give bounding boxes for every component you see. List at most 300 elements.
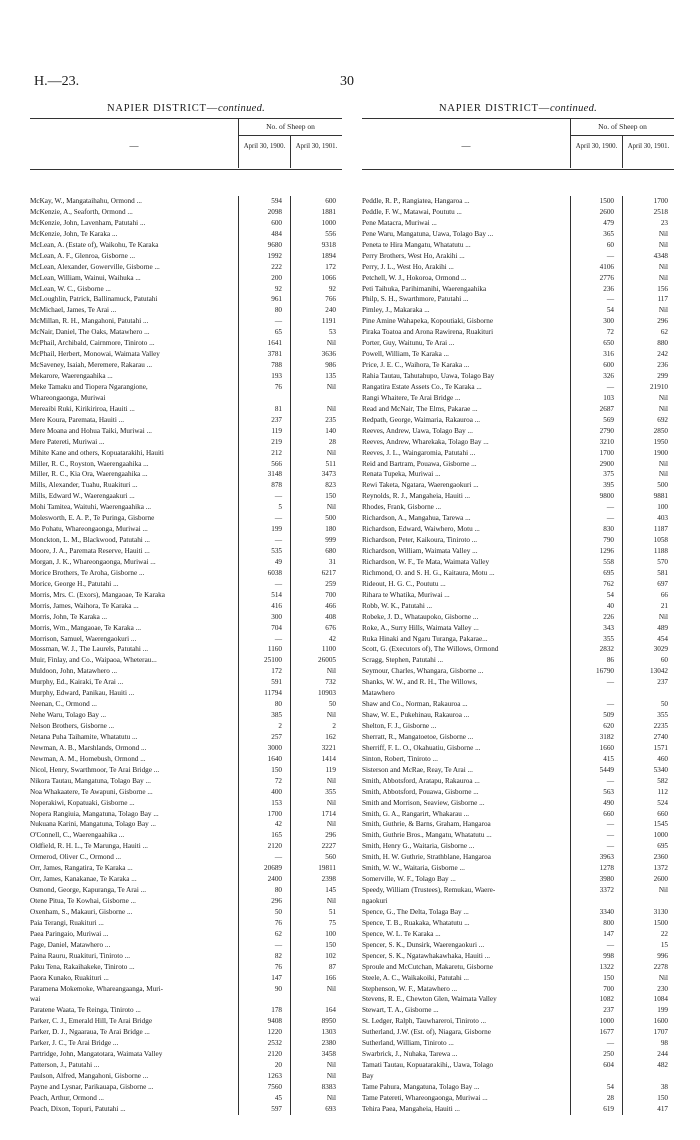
table-row bbox=[362, 1016, 674, 1027]
sheep-1900: — bbox=[274, 317, 282, 326]
table-row bbox=[30, 491, 342, 502]
table-row bbox=[362, 1049, 674, 1060]
sheep-1900: 620 bbox=[603, 722, 614, 730]
sheep-1901: Nil bbox=[658, 262, 668, 271]
owner-name: Smith, H. W. Guthrie, Strathblane, Hangaroa bbox=[362, 853, 491, 862]
district-suffix: continued. bbox=[550, 103, 598, 114]
sheep-1901: 1066 bbox=[321, 273, 336, 282]
table-row bbox=[30, 1049, 342, 1060]
sheep-1900: — bbox=[606, 1039, 614, 1048]
column-header-1900: April 30, 1900. bbox=[570, 136, 622, 168]
sheep-1900: 2 bbox=[278, 722, 282, 730]
owner-name: Nopera Rangiuia, Mangatuna, Tolago Bay ... bbox=[30, 809, 159, 818]
owner-name: Seymour, Charles, Whangara, Gisborne ... bbox=[362, 667, 484, 676]
owner-name: Redpath, George, Waimaria, Rakauroa ... bbox=[362, 415, 481, 424]
sheep-1900: 212 bbox=[271, 448, 282, 457]
sheep-1901: 3221 bbox=[321, 743, 336, 752]
table-row bbox=[362, 371, 674, 382]
owner-name: Mossman, W. J., The Laurels, Patutahi ... bbox=[30, 645, 149, 654]
sheep-1901: 2 bbox=[332, 722, 336, 730]
sheep-1901: 1000 bbox=[321, 218, 336, 227]
sheep-1900: — bbox=[274, 514, 282, 523]
table-row bbox=[30, 688, 342, 699]
table-row bbox=[362, 962, 674, 973]
district-heading bbox=[362, 100, 674, 118]
sheep-1900: 650 bbox=[603, 339, 614, 348]
sheep-1901: 500 bbox=[325, 514, 336, 523]
sheep-1901: 19811 bbox=[318, 864, 336, 873]
table-row bbox=[30, 579, 342, 590]
sheep-1900: 2776 bbox=[599, 273, 614, 282]
table-row bbox=[362, 841, 674, 852]
owner-name: McKenzie, John, Te Karaka ... bbox=[30, 229, 118, 238]
table-row bbox=[30, 480, 342, 491]
sheep-1900: 50 bbox=[274, 907, 282, 916]
sheep-1901: 581 bbox=[657, 568, 668, 577]
sheep-1901: 1545 bbox=[653, 820, 668, 829]
table-row bbox=[30, 994, 342, 1005]
table-row bbox=[30, 437, 342, 448]
sheep-1900: 1992 bbox=[267, 251, 282, 260]
sheep-1901: 680 bbox=[325, 547, 336, 555]
table-row bbox=[30, 404, 342, 415]
sheep-1901: Nil bbox=[658, 404, 668, 413]
sheep-1901: 560 bbox=[325, 853, 336, 862]
owner-name: Tamati Tautau, Kopuatarakihi,, Uawa, Tolago bbox=[362, 1061, 494, 1070]
table-row bbox=[362, 874, 674, 885]
sheep-1900: 700 bbox=[603, 984, 614, 993]
sheep-1901: 150 bbox=[325, 492, 336, 501]
sheep-1901: 693 bbox=[325, 1104, 336, 1113]
table-header bbox=[30, 118, 342, 170]
sheep-1901: 237 bbox=[657, 678, 668, 687]
table-row bbox=[362, 787, 674, 798]
sheep-1901: 162 bbox=[325, 732, 336, 741]
sheep-1900: 193 bbox=[271, 372, 282, 380]
table-row bbox=[30, 273, 342, 284]
sheep-1900: 237 bbox=[603, 1006, 614, 1015]
sheep-1901: Nil bbox=[658, 273, 668, 282]
sheep-1901: 600 bbox=[325, 197, 336, 205]
sheep-1901: 172 bbox=[325, 262, 336, 271]
table-row bbox=[362, 1005, 674, 1016]
owner-name: Morrison, Samuel, Waerengaokuri ... bbox=[30, 634, 137, 643]
owner-name: Stevens, R. E., Chewton Glen, Waimata Valley bbox=[362, 995, 497, 1004]
sheep-1901: 1600 bbox=[653, 1017, 668, 1026]
sheep-1900: 28 bbox=[606, 1093, 614, 1102]
owner-name: Peach, Arthur, Ormond ... bbox=[30, 1093, 104, 1102]
owner-name: Peti Taihuka, Parihimanihi, Waerengaahika bbox=[362, 284, 487, 293]
sheep-1900: 1263 bbox=[267, 1072, 282, 1080]
table-row bbox=[362, 655, 674, 666]
sheep-1900: 236 bbox=[603, 284, 614, 293]
owner-name: Sutherland, William, Tiniroto ... bbox=[362, 1039, 454, 1048]
owner-name: Noperakiwi, Kopatuaki, Gisborne ... bbox=[30, 798, 135, 807]
sheep-1901: 454 bbox=[657, 634, 668, 643]
owner-name: Muir, Finlay, and Co., Waipaoa, Wheterau... bbox=[30, 656, 157, 665]
sheep-1901: Nil bbox=[658, 393, 668, 402]
table-row bbox=[362, 918, 674, 929]
owner-name: McLean, Alexander, Gowerville, Gisborne ... bbox=[30, 262, 160, 271]
table-row bbox=[30, 305, 342, 316]
table-row bbox=[362, 426, 674, 437]
sheep-1901: Nil bbox=[326, 984, 336, 993]
sheep-1900: 375 bbox=[603, 470, 614, 479]
table-row bbox=[362, 524, 674, 535]
sheep-1900: 961 bbox=[271, 295, 282, 304]
owner-name: Morris, Mrs. C. (Exors), Mangaoae, Te Karaka bbox=[30, 590, 165, 599]
sheep-1901: 62 bbox=[660, 328, 668, 337]
sheep-1900: 535 bbox=[271, 547, 282, 555]
sheep-1901: 28 bbox=[328, 437, 336, 446]
table-row bbox=[362, 459, 674, 470]
sheep-1901: 1894 bbox=[321, 251, 336, 260]
sheep-1901: 556 bbox=[325, 229, 336, 238]
sheep-1900: 11794 bbox=[264, 689, 282, 698]
sheep-1900: 45 bbox=[274, 1093, 282, 1102]
sheep-1900: 3210 bbox=[599, 437, 614, 446]
sheep-1901: 1700 bbox=[653, 197, 668, 205]
sheep-1901: 150 bbox=[657, 1093, 668, 1102]
owner-name: Mere Koura, Paremata, Hauiti ... bbox=[30, 415, 125, 424]
table-row bbox=[30, 634, 342, 645]
owner-name: Petchell, W. J., Hokoroa, Ormond ... bbox=[362, 273, 467, 282]
table-row bbox=[30, 776, 342, 787]
table-row bbox=[30, 798, 342, 809]
sheep-1900: 1296 bbox=[599, 547, 614, 555]
sheep-1901: Nil bbox=[326, 1072, 336, 1080]
table-row bbox=[362, 601, 674, 612]
owner-name: Spencer, S. K., Dunsirk, Waerengaokuri ... bbox=[362, 940, 485, 949]
table-row bbox=[30, 218, 342, 229]
owner-name: Shelton, F. J., Gisborne ... bbox=[362, 722, 437, 730]
sheep-1901: 1500 bbox=[653, 918, 668, 927]
sheep-1900: 1278 bbox=[599, 864, 614, 873]
sheep-1901: 60 bbox=[660, 656, 668, 665]
sheep-1900: 7560 bbox=[267, 1082, 282, 1091]
table-row bbox=[362, 218, 674, 229]
owner-name: McLoughlin, Patrick, Ballinamuck, Patutahi bbox=[30, 295, 158, 304]
owner-name: Smith, W. W., Waitaria, Gisborne ... bbox=[362, 864, 465, 873]
owner-name: Paina Rauru, Ruakituri, Tiniroto ... bbox=[30, 951, 131, 960]
table-row bbox=[362, 688, 674, 699]
owner-name: Ruka Hinaki and Ngaru Turanga, Pakarae... bbox=[362, 634, 488, 643]
owner-name: Price, J. E. C., Waihora, Te Karaka ... bbox=[362, 361, 470, 370]
sheep-1900: — bbox=[606, 776, 614, 785]
sheep-1901: Nil bbox=[326, 820, 336, 829]
sheep-1900: 25100 bbox=[264, 656, 282, 665]
sheep-1900: — bbox=[606, 382, 614, 391]
table-row bbox=[362, 590, 674, 601]
owner-name: Mihite Kane and others, Kopuatarakihi, Hauiti bbox=[30, 448, 164, 457]
owner-name: Smith, Abbotsford, Aratapu, Rakauroa ... bbox=[362, 776, 480, 785]
table-row bbox=[30, 240, 342, 251]
table-row bbox=[30, 830, 342, 841]
sheep-1901: Nil bbox=[658, 886, 668, 895]
sheep-1901: 582 bbox=[657, 776, 668, 785]
sheep-1900: 296 bbox=[271, 897, 282, 905]
sheep-1900: 660 bbox=[603, 809, 614, 818]
owner-name: Morice Brothers, Te Aroha, Gisborne ... bbox=[30, 568, 145, 577]
owner-name: Richardson, Peter, Kaikoura, Tiniroto ... bbox=[362, 536, 478, 545]
sheep-1901: 466 bbox=[325, 601, 336, 610]
owner-name: Porter, Guy, Waitunu, Te Arai ... bbox=[362, 339, 455, 348]
table-row bbox=[30, 819, 342, 830]
sheep-1901: 50 bbox=[328, 700, 336, 709]
table-row bbox=[362, 196, 674, 207]
owner-name: Muldoon, John, Matawhero ... bbox=[30, 667, 118, 676]
table-row bbox=[362, 469, 674, 480]
sheep-1900: — bbox=[606, 295, 614, 304]
sheep-1900: 563 bbox=[603, 787, 614, 796]
sheep-1900: — bbox=[606, 678, 614, 687]
sheep-1901: 1881 bbox=[321, 207, 336, 216]
sheep-1900: 300 bbox=[271, 612, 282, 621]
table-row bbox=[30, 1104, 342, 1115]
owner-name: Page, Daniel, Matawhero ... bbox=[30, 940, 111, 949]
sheep-1900: 597 bbox=[271, 1104, 282, 1113]
sheep-1901: 732 bbox=[325, 678, 336, 687]
district-suffix: continued. bbox=[218, 103, 266, 114]
sheep-1900: 4106 bbox=[599, 262, 614, 271]
sheep-1900: 878 bbox=[271, 481, 282, 490]
sheep-1900: 2790 bbox=[599, 426, 614, 435]
owner-name: Mills, Edward W., Waerengaakuri ... bbox=[30, 492, 135, 501]
sheep-1901: 23 bbox=[660, 218, 668, 227]
sheep-1900: 385 bbox=[271, 711, 282, 720]
sheep-1901: Nil bbox=[326, 1093, 336, 1102]
table-row bbox=[362, 885, 674, 896]
sheep-1900: 250 bbox=[603, 1050, 614, 1059]
sheep-1900: 479 bbox=[603, 218, 614, 227]
sheep-1901: 1191 bbox=[321, 317, 336, 326]
owner-name: Oxenham, S., Makauri, Gisborne ... bbox=[30, 907, 133, 916]
table-row bbox=[30, 1082, 342, 1093]
owner-name: Richardson, William, Waimata Valley ... bbox=[362, 547, 478, 555]
district-title: NAPIER DISTRICT— bbox=[438, 103, 551, 114]
sheep-1901: 403 bbox=[657, 514, 668, 523]
sheep-1901: 766 bbox=[325, 295, 336, 304]
owner-name: Orr, James, Kanakanae, Te Karaka ... bbox=[30, 875, 137, 884]
table-row bbox=[30, 1016, 342, 1027]
sheep-header: No. of Sheep on bbox=[238, 119, 342, 136]
sheep-1900: 76 bbox=[274, 962, 282, 971]
table-row bbox=[30, 699, 342, 710]
owner-name: McKay, W., Mangataihahu, Ormond ... bbox=[30, 197, 142, 205]
sheep-1900: 92 bbox=[274, 284, 282, 293]
owner-name: wai bbox=[30, 995, 41, 1004]
table-row bbox=[362, 1027, 674, 1038]
sheep-1901: 112 bbox=[657, 787, 668, 796]
table-row bbox=[362, 251, 674, 262]
owner-name: Matawhero bbox=[362, 689, 395, 698]
table-row bbox=[30, 721, 342, 732]
sheep-1900: — bbox=[274, 940, 282, 949]
sheep-1901: 676 bbox=[325, 623, 336, 632]
owner-name: Paia Terangi, Ruakituri ... bbox=[30, 918, 104, 927]
sheep-1900: — bbox=[606, 940, 614, 949]
table-row bbox=[30, 360, 342, 371]
sheep-1901: 26005 bbox=[318, 656, 336, 665]
table-row bbox=[30, 710, 342, 721]
owner-name: McLean, A. F., Glenroa, Gisborne ... bbox=[30, 251, 136, 260]
table-row bbox=[30, 612, 342, 623]
sheep-1901: 1100 bbox=[321, 645, 336, 654]
owner-name: McKenzie, John, Lavenham, Patutahi ... bbox=[30, 218, 146, 227]
sheep-1900: 3963 bbox=[599, 853, 614, 862]
owner-name: Shaw and Co., Norman, Rakauroa ... bbox=[362, 700, 468, 709]
owner-name: Paku Tena, Rakaihakeke, Tiniroto ... bbox=[30, 962, 135, 971]
owner-name: Pene Waru, Mangatuna, Uawa, Tolago Bay ... bbox=[362, 229, 494, 238]
owner-name: Reeves, Andrew, Wharekaka, Tolago Bay ... bbox=[362, 437, 489, 446]
sheep-1900: 343 bbox=[603, 623, 614, 632]
owner-name: Miller, R. C., Royston, Waerengaahika ... bbox=[30, 459, 149, 468]
sheep-1901: 244 bbox=[657, 1050, 668, 1059]
sheep-1900: 594 bbox=[271, 197, 282, 205]
sheep-1901: 500 bbox=[657, 481, 668, 490]
table-row bbox=[30, 787, 342, 798]
sheep-1901: 10903 bbox=[318, 689, 336, 698]
sheep-1900: — bbox=[606, 820, 614, 829]
sheep-1900: 604 bbox=[603, 1061, 614, 1070]
table-row bbox=[362, 863, 674, 874]
table-row bbox=[30, 568, 342, 579]
owner-name: Steele, A. C., Waikakoiki, Patutahi ... bbox=[362, 973, 469, 982]
sheep-1901: 2600 bbox=[653, 875, 668, 884]
table-row bbox=[30, 469, 342, 480]
owner-name: Morris, James, Waihora, Te Karaka ... bbox=[30, 601, 139, 610]
sheep-1900: 2687 bbox=[599, 404, 614, 413]
sheep-1901: 240 bbox=[325, 306, 336, 315]
sheep-1901: 15 bbox=[660, 940, 668, 949]
owner-name: Mills, Alexander, Tuahu, Ruakituri ... bbox=[30, 481, 138, 490]
column-header-1901: April 30, 1901. bbox=[290, 136, 342, 168]
sheep-1901: 31 bbox=[328, 557, 336, 566]
table-row bbox=[362, 798, 674, 809]
name-column-header: — bbox=[129, 141, 139, 151]
owner-name: Spencer, S. K., Ngatawhakawhaka, Hauiti ... bbox=[362, 951, 491, 960]
sheep-1901: 660 bbox=[657, 809, 668, 818]
sheep-1900: 76 bbox=[274, 382, 282, 391]
table-row bbox=[30, 929, 342, 940]
owner-name: Tame Patereti, Whareongaonga, Muriwai ... bbox=[362, 1093, 488, 1102]
sheep-1900: 199 bbox=[271, 525, 282, 534]
table-row bbox=[362, 754, 674, 765]
owner-name: Paulson, Alfred, Mangahoni, Gisborne ... bbox=[30, 1072, 149, 1080]
owner-name: Payne and Lysnar, Parikauapa, Gisborne ... bbox=[30, 1082, 154, 1091]
sheep-1901: Nil bbox=[658, 612, 668, 621]
sheep-1901: 21 bbox=[660, 601, 668, 610]
table-row bbox=[362, 284, 674, 295]
table-row bbox=[30, 229, 342, 240]
sheep-1901: 1058 bbox=[653, 536, 668, 545]
sheep-1901: 8383 bbox=[321, 1082, 336, 1091]
district-title: NAPIER DISTRICT— bbox=[106, 103, 219, 114]
table-header bbox=[362, 118, 674, 170]
table-body bbox=[30, 196, 342, 1115]
owner-name: Swarbrick, J., Nuhaka, Tarewa ... bbox=[362, 1050, 458, 1059]
table-row bbox=[362, 546, 674, 557]
sheep-1901: 117 bbox=[657, 295, 668, 304]
owner-name: Otene Pitua, Te Kowhai, Gisborne ... bbox=[30, 897, 136, 905]
sheep-1900: 62 bbox=[274, 929, 282, 938]
owner-name: Ormerod, Oliver C., Ormond ... bbox=[30, 853, 122, 862]
sheep-1901: 1571 bbox=[653, 743, 668, 752]
sheep-1900: 1322 bbox=[599, 962, 614, 971]
owner-name: Peach, Dixon, Topuri, Patutahi ... bbox=[30, 1104, 126, 1113]
sheep-1901: 2360 bbox=[653, 853, 668, 862]
owner-name: Partridge, John, Mangatotara, Waimata Valley bbox=[30, 1050, 163, 1059]
sheep-1900: 54 bbox=[606, 590, 614, 599]
sheep-1900: 150 bbox=[271, 765, 282, 774]
sheep-1901: 236 bbox=[657, 361, 668, 370]
table-row bbox=[30, 885, 342, 896]
owner-name: Nikora Tautau, Mangatuna, Tolago Bay ... bbox=[30, 776, 151, 785]
sheep-1900: 762 bbox=[603, 579, 614, 588]
table-row bbox=[30, 426, 342, 437]
table-row bbox=[30, 918, 342, 929]
table-row bbox=[362, 327, 674, 338]
table-row bbox=[362, 535, 674, 546]
sheep-1901: 6217 bbox=[321, 568, 336, 577]
owner-name: Miller, R. C., Kia Ora, Waerengaahika ... bbox=[30, 470, 148, 479]
owner-name: Mere Moana and Hohua Taiki, Muriwai ... bbox=[30, 426, 152, 435]
sheep-1900: — bbox=[606, 700, 614, 709]
page-header bbox=[34, 74, 660, 92]
sheep-1900: 222 bbox=[271, 262, 282, 271]
sheep-1901: 1187 bbox=[653, 525, 668, 534]
sheep-1901: 9881 bbox=[653, 492, 668, 501]
sheep-1900: 119 bbox=[271, 426, 282, 435]
sheep-1900: 147 bbox=[271, 973, 282, 982]
sheep-1900: 3372 bbox=[599, 886, 614, 895]
sheep-1901: 296 bbox=[325, 831, 336, 840]
table-row bbox=[30, 502, 342, 513]
owner-name: Sinton, Robert, Tiniroto ... bbox=[362, 754, 438, 763]
table-row bbox=[362, 579, 674, 590]
table-row bbox=[30, 524, 342, 535]
owner-name: Orr, James, Rangatira, Te Karaka ... bbox=[30, 864, 133, 873]
sheep-1900: 5449 bbox=[599, 765, 614, 774]
sheep-1901: 2227 bbox=[321, 842, 336, 851]
table-row bbox=[362, 721, 674, 732]
owner-name: Morgan, J. K., Whareongaonga, Muriwai ... bbox=[30, 557, 156, 566]
table-row bbox=[30, 207, 342, 218]
sheep-1901: 2235 bbox=[653, 722, 668, 730]
sheep-1901: 2398 bbox=[321, 875, 336, 884]
owner-name: Perry Brothers, West Ho, Arakihi ... bbox=[362, 251, 465, 260]
table-row bbox=[362, 207, 674, 218]
table-row bbox=[362, 623, 674, 634]
sheep-1901: 75 bbox=[328, 918, 336, 927]
table-row bbox=[362, 907, 674, 918]
sheep-1900: 257 bbox=[271, 732, 282, 741]
sheep-1900: 9680 bbox=[267, 240, 282, 249]
sheep-1901: 996 bbox=[657, 951, 668, 960]
sheep-1900: 40 bbox=[606, 601, 614, 610]
table-row bbox=[30, 874, 342, 885]
table-row bbox=[30, 841, 342, 852]
owner-name: Moore, J. A., Paremata Reserve, Hauiti ... bbox=[30, 547, 150, 555]
sheep-header: No. of Sheep on bbox=[570, 119, 674, 136]
table-row bbox=[30, 1071, 342, 1082]
table-row bbox=[362, 557, 674, 568]
sheep-1901: 21910 bbox=[650, 382, 668, 391]
table-row bbox=[30, 940, 342, 951]
table-row bbox=[362, 896, 674, 907]
owner-name: Neenan, C., Ormond ... bbox=[30, 700, 97, 709]
sheep-1901: 9318 bbox=[321, 240, 336, 249]
